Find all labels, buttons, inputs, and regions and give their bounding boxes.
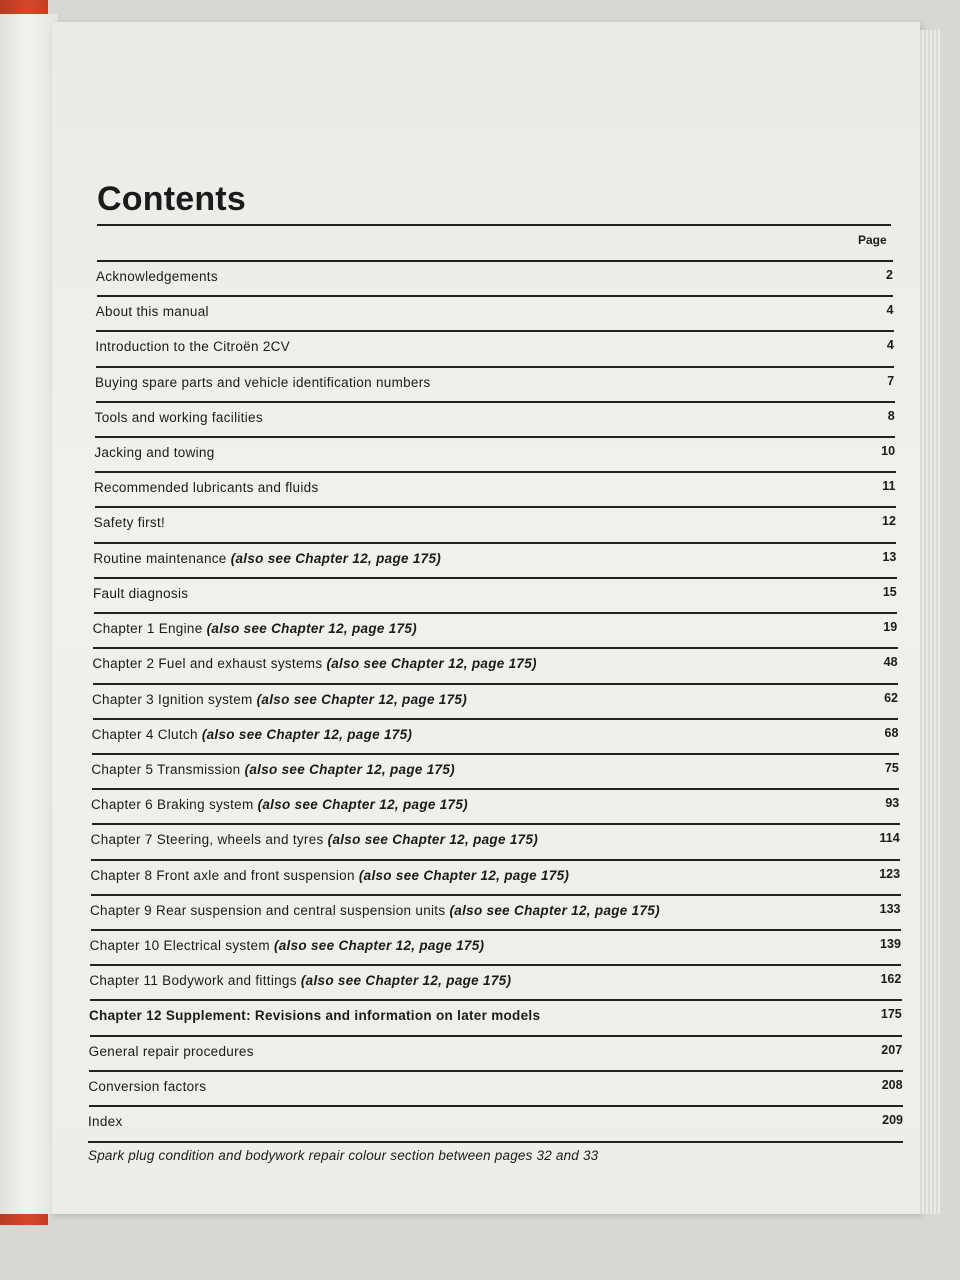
contents-entry[interactable] [95, 335, 290, 359]
row-divider [90, 964, 901, 966]
entry-label [89, 1008, 540, 1023]
entry-page-number: 48 [883, 655, 898, 670]
entry-label [92, 656, 537, 671]
entry-title: Routine maintenance [93, 550, 227, 566]
entry-title: Chapter 10 Electrical system [89, 937, 270, 953]
entry-title: Chapter 1 Engine [92, 621, 203, 637]
contents-entry[interactable] [91, 793, 468, 817]
entry-page-number: 68 [884, 725, 899, 740]
entry-label [95, 410, 263, 425]
row-divider [94, 612, 898, 614]
entry-title: Recommended lubricants and fluids [94, 480, 319, 496]
entry-label [93, 551, 441, 566]
contents-entry[interactable] [90, 934, 485, 958]
row-divider [92, 753, 899, 755]
contents-entry[interactable] [89, 969, 511, 993]
entry-title: Chapter 12 Supplement: Revisions and information on later models [89, 1008, 541, 1024]
entry-page-number: 13 [882, 549, 897, 564]
entry-title: Chapter 8 Front axle and front suspension [90, 867, 355, 883]
contents-entry[interactable] [89, 1040, 254, 1064]
row-divider [91, 894, 901, 896]
contents-entry[interactable] [88, 1075, 206, 1099]
entry-note: (also see Chapter 12, page 175) [300, 973, 512, 989]
entry-note: (also see Chapter 12, page 175) [358, 867, 570, 883]
entry-note: (also see Chapter 12, page 175) [230, 550, 442, 566]
entry-page-number: 209 [882, 1113, 903, 1127]
entry-title: Conversion factors [88, 1078, 207, 1094]
entry-page-number: 162 [880, 972, 902, 987]
entry-label [93, 621, 417, 636]
entry-page-number: 4 [886, 303, 894, 318]
contents-entry[interactable] [93, 582, 188, 606]
entry-page-number: 208 [881, 1077, 903, 1092]
row-divider [93, 647, 897, 649]
row-divider [89, 1105, 903, 1107]
row-divider [92, 823, 900, 825]
entry-label [92, 727, 413, 742]
entry-page-number: 7 [887, 373, 895, 388]
entry-label [88, 1079, 206, 1094]
entry-page-number: 4 [886, 338, 894, 353]
entry-label [94, 445, 214, 460]
row-divider [97, 295, 894, 297]
entry-title: Jacking and towing [94, 445, 215, 461]
contents-entry[interactable] [96, 265, 218, 289]
entry-title: Chapter 3 Ignition system [92, 691, 253, 707]
row-divider [95, 506, 896, 508]
row-divider [94, 577, 897, 579]
entry-title: Chapter 4 Clutch [91, 726, 198, 742]
row-divider [88, 1141, 903, 1143]
entry-note: (also see Chapter 12, page 175) [449, 902, 660, 918]
entry-label [90, 938, 485, 953]
entry-page-number: 62 [884, 690, 898, 705]
entry-title: Acknowledgements [96, 269, 218, 284]
contents-entry[interactable] [91, 828, 538, 852]
entry-page-number: 19 [883, 620, 898, 635]
entry-note: (also see Chapter 12, page 175) [327, 832, 539, 848]
row-divider [93, 683, 898, 685]
title-rule [97, 224, 891, 226]
contents-entry[interactable] [90, 864, 569, 888]
entry-label [95, 375, 431, 390]
row-divider [95, 436, 895, 438]
entry-page-number: 114 [879, 831, 900, 846]
entry-note: (also see Chapter 12, page 175) [257, 797, 468, 813]
entry-title: Introduction to the Citroën 2CV [95, 339, 290, 355]
entry-page-number: 10 [881, 444, 896, 459]
contents-entry[interactable] [93, 617, 417, 641]
row-divider [91, 929, 901, 931]
entry-label [88, 1114, 123, 1129]
entry-label [92, 692, 467, 707]
row-divider [96, 330, 894, 332]
entry-title: Chapter 5 Transmission [91, 761, 241, 777]
row-divider [92, 788, 899, 790]
row-divider [95, 471, 896, 473]
entry-page-number: 15 [882, 584, 897, 599]
entry-title: Tools and working facilities [94, 409, 263, 425]
entry-label [89, 973, 511, 988]
entry-label [94, 515, 165, 530]
row-divider [96, 401, 895, 403]
entry-page-number: 75 [884, 760, 899, 775]
entry-title: Chapter 6 Braking system [91, 797, 254, 813]
contents-entry[interactable] [89, 1004, 540, 1028]
entry-title: Safety first! [93, 515, 166, 531]
contents-entry[interactable] [91, 758, 455, 782]
row-divider [93, 718, 899, 720]
page-title: Contents [97, 180, 246, 218]
entry-label [90, 868, 569, 883]
entry-title: General repair procedures [88, 1043, 254, 1059]
row-divider [96, 366, 894, 368]
entry-note: (also see Chapter 12, page 175) [201, 726, 413, 742]
entry-note: (also see Chapter 12, page 175) [326, 656, 537, 672]
row-divider [90, 999, 902, 1001]
contents-entry[interactable] [92, 688, 467, 712]
entry-title: About this manual [95, 304, 209, 320]
contents-entry[interactable] [94, 511, 165, 535]
entry-label [91, 797, 468, 812]
entry-note: (also see Chapter 12, page 175) [206, 621, 417, 637]
contents-entry[interactable] [96, 300, 209, 324]
entry-title: Buying spare parts and vehicle identification numbers [95, 374, 431, 390]
contents-entry[interactable] [94, 476, 319, 500]
contents-entry[interactable] [92, 723, 413, 747]
contents-entry[interactable] [90, 899, 660, 923]
entry-label [91, 762, 455, 777]
row-divider [90, 1035, 903, 1037]
entry-note: (also see Chapter 12, page 175) [273, 937, 485, 953]
entry-label [96, 304, 209, 319]
contents-entry[interactable] [95, 371, 431, 395]
entry-label [93, 586, 188, 601]
entry-title: Fault diagnosis [93, 585, 189, 601]
page-column-header: Page [858, 233, 887, 247]
row-divider [97, 260, 893, 262]
entry-label [94, 480, 319, 495]
contents-entry[interactable] [92, 652, 537, 676]
entry-label [96, 269, 218, 284]
row-divider [89, 1070, 902, 1072]
entry-page-number: 93 [885, 796, 900, 811]
contents-entry[interactable] [93, 547, 441, 571]
entry-title: Chapter 11 Bodywork and fittings [89, 973, 297, 989]
entry-title: Chapter 2 Fuel and exhaust systems [92, 656, 323, 672]
entry-page-number: 133 [879, 901, 901, 916]
footnote: Spark plug condition and bodywork repair colour section between pages 32 and 33 [88, 1148, 599, 1163]
entry-page-number: 8 [887, 408, 895, 423]
contents-entry[interactable] [95, 406, 263, 430]
entry-page-number: 139 [880, 936, 901, 951]
row-divider [91, 859, 900, 861]
row-divider [94, 542, 896, 544]
entry-title: Index [88, 1114, 123, 1129]
entry-label [90, 903, 660, 918]
entry-label [91, 832, 538, 847]
entry-note: (also see Chapter 12, page 175) [256, 691, 468, 707]
entry-page-number: 207 [881, 1042, 903, 1057]
entry-title: Chapter 7 Steering, wheels and tyres [90, 832, 324, 848]
entry-page-number: 123 [879, 866, 901, 881]
entry-label [89, 1044, 254, 1059]
entry-note: (also see Chapter 12, page 175) [244, 761, 455, 777]
entry-page-number: 2 [886, 268, 893, 282]
entry-title: Chapter 9 Rear suspension and central suspension units [90, 902, 446, 918]
entry-page-number: 11 [882, 479, 896, 494]
entry-page-number: 175 [880, 1007, 902, 1022]
entry-page-number: 12 [882, 514, 896, 529]
entry-label [95, 339, 290, 354]
contents-entry[interactable] [88, 1110, 123, 1134]
contents-entry[interactable] [94, 441, 214, 465]
